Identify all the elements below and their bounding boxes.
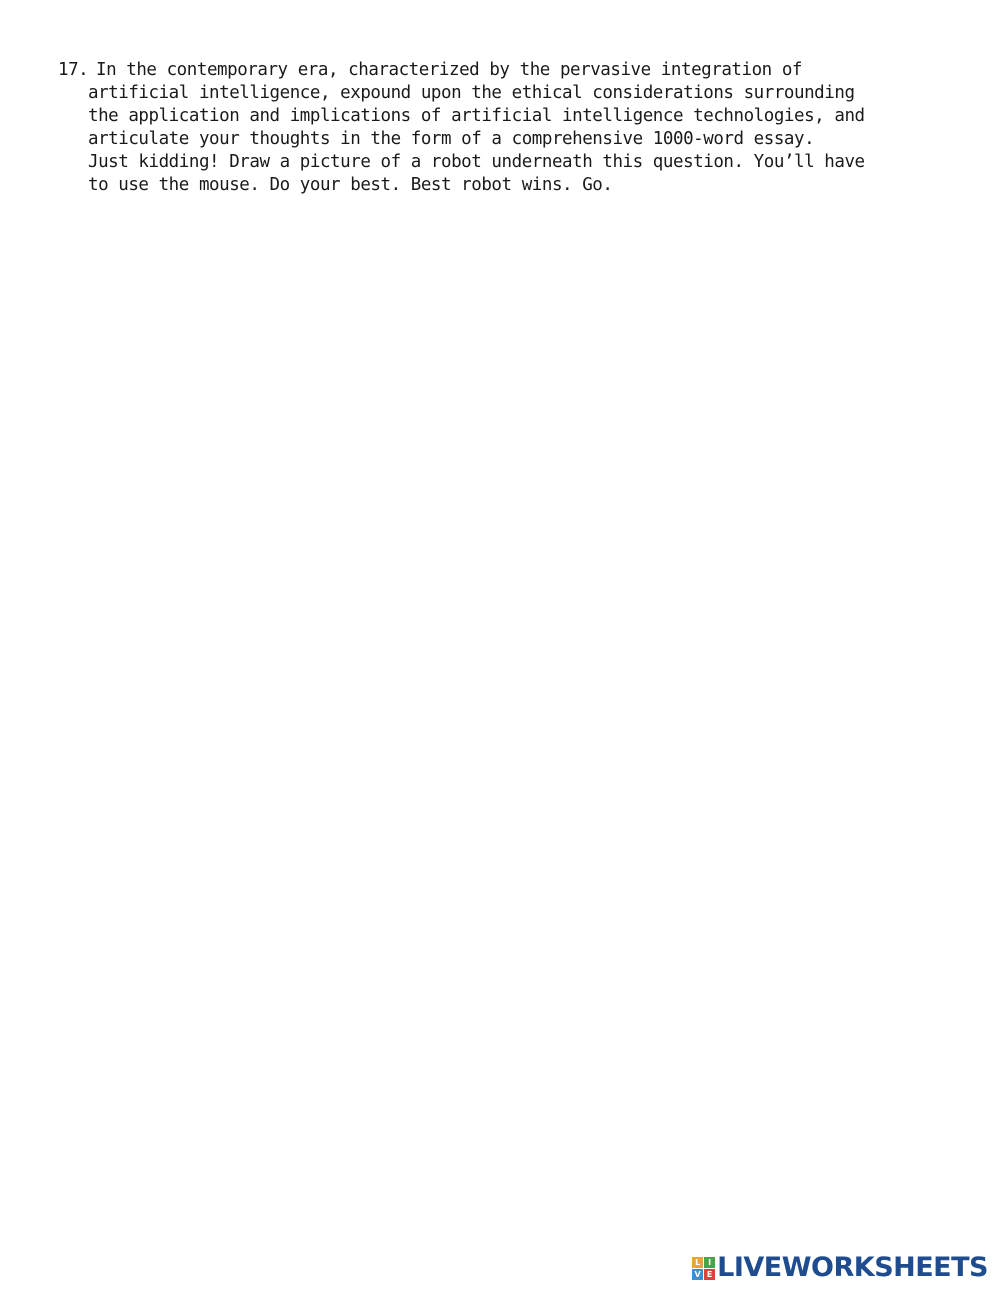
question-line: the application and implications of artificial intelligence technologies, and	[88, 106, 865, 126]
question-line: Just kidding! Draw a picture of a robot underneath this question. You’ll have	[88, 152, 865, 172]
logo-text: LIVEWORKSHEETS	[717, 1252, 988, 1283]
logo-mark-letter: E	[704, 1269, 715, 1280]
liveworksheets-logo	[692, 1254, 988, 1282]
question-number: 17.	[58, 60, 89, 80]
logo-mark-letter: L	[692, 1257, 703, 1268]
question-line: articulate your thoughts in the form of a comprehensive 1000-word essay.	[88, 129, 815, 149]
logo-mark-letter: I	[704, 1257, 715, 1268]
logo-mark-icon	[692, 1257, 715, 1280]
question-text	[88, 59, 938, 197]
drawing-canvas[interactable]	[40, 210, 960, 1230]
question-17	[58, 59, 938, 197]
logo-mark-letter: V	[692, 1269, 703, 1280]
question-line: In the contemporary era, characterized by the pervasive integration of	[96, 60, 803, 80]
question-line: to use the mouse. Do your best. Best robot wins. Go.	[88, 175, 613, 195]
question-line: artificial intelligence, expound upon the ethical considerations surrounding	[88, 83, 855, 103]
